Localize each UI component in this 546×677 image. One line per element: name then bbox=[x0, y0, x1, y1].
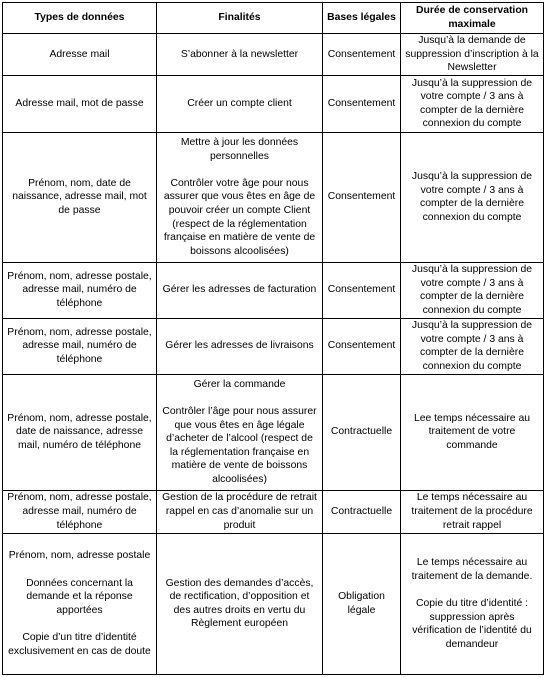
cell-paragraph: Jusqu’à la suppression de votre compte / 3 ans à compter de la dernière connexion du compte bbox=[411, 77, 533, 130]
cell-duree bbox=[401, 374, 544, 490]
paragraph-gap bbox=[161, 163, 318, 177]
header-duree: Durée de conservation maximale bbox=[401, 3, 544, 34]
cell-paragraph: Créer un compte client bbox=[187, 97, 292, 109]
cell-paragraph: Le temps nécessaire au traitement de la procédure retrait rappel bbox=[411, 492, 533, 531]
cell-base bbox=[323, 533, 401, 674]
header-types: Types de données bbox=[3, 3, 157, 34]
cell-paragraph: S’abonner à la newsletter bbox=[180, 48, 299, 60]
cell-base bbox=[323, 490, 401, 533]
header-bases-legales: Bases légales bbox=[323, 3, 401, 34]
cell-paragraph: Gérer les adresses de livraisons bbox=[165, 340, 314, 352]
cell-finalites bbox=[157, 490, 323, 533]
table-row bbox=[3, 533, 544, 674]
cell-base bbox=[323, 318, 401, 374]
cell-duree bbox=[401, 490, 544, 533]
cell-paragraph: Contrôler l’âge pour nous assurer que vous êtes en âge légale d’acheter de l’alcool (respect de la réglementation française en matière de vente de boissons alcoolisées) bbox=[162, 406, 317, 486]
cell-duree bbox=[401, 533, 544, 674]
cell-base bbox=[323, 374, 401, 490]
cell-paragraph: Consentement bbox=[327, 284, 396, 296]
cell-paragraph: Contractuelle bbox=[330, 426, 393, 438]
cell-types bbox=[3, 262, 157, 318]
cell-paragraph: Jusqu’à la demande de suppression d’inscription à la Newsletter bbox=[405, 35, 539, 74]
cell-duree bbox=[401, 318, 544, 374]
cell-types bbox=[3, 490, 157, 533]
table-row bbox=[3, 34, 544, 76]
table-row bbox=[3, 262, 544, 318]
cell-duree bbox=[401, 75, 544, 132]
cell-finalites bbox=[157, 132, 323, 262]
cell-base bbox=[323, 34, 401, 76]
cell-paragraph: Prénom, nom, adresse postale, adresse mail, numéro de téléphone bbox=[7, 492, 152, 531]
cell-finalites bbox=[157, 75, 323, 132]
table-row bbox=[3, 318, 544, 374]
table-row bbox=[3, 490, 544, 533]
cell-types bbox=[3, 132, 157, 262]
paragraph-gap bbox=[161, 392, 318, 406]
cell-paragraph: Contractuelle bbox=[330, 505, 393, 517]
cell-paragraph: Prénom, nom, date de naissance, adresse mail, mot de passe bbox=[12, 177, 147, 217]
cell-base bbox=[323, 262, 401, 318]
cell-duree bbox=[401, 34, 544, 76]
cell-paragraph: Consentement bbox=[327, 340, 396, 352]
cell-paragraph: Jusqu’à la suppression de votre compte / 3 ans à compter de la dernière connexion du compte bbox=[411, 320, 533, 372]
cell-base bbox=[323, 132, 401, 262]
cell-paragraph: Prénom, nom, adresse postale bbox=[8, 550, 151, 562]
cell-base bbox=[323, 75, 401, 132]
data-processing-table bbox=[2, 2, 544, 675]
cell-paragraph: Mettre à jour les données personnelles bbox=[180, 137, 299, 162]
cell-paragraph: Le temps nécessaire au traitement de la demande. bbox=[411, 557, 533, 582]
cell-types bbox=[3, 533, 157, 674]
cell-paragraph: Prénom, nom, adresse postale, date de naissance, adresse mail, numéro de téléphone bbox=[7, 412, 152, 452]
cell-types bbox=[3, 374, 157, 490]
cell-paragraph: Gestion des demandes d’accès, de rectification, d’opposition et des autres droits en vertu du Règlement européen bbox=[165, 577, 314, 630]
cell-paragraph: Données concernant la demande et la réponse apportées bbox=[26, 577, 133, 616]
cell-finalites bbox=[157, 318, 323, 374]
paragraph-gap bbox=[7, 563, 152, 577]
cell-finalites bbox=[157, 34, 323, 76]
header-finalites: Finalités bbox=[157, 3, 323, 34]
cell-paragraph: Lee temps nécessaire au traitement de votre commande bbox=[413, 412, 531, 452]
cell-duree bbox=[401, 132, 544, 262]
table-row bbox=[3, 75, 544, 132]
cell-paragraph: Copie du titre d’identité : suppression après vérification de l’identité du demandeur bbox=[412, 597, 532, 650]
cell-paragraph: Consentement bbox=[327, 191, 396, 203]
cell-paragraph: Consentement bbox=[327, 97, 396, 109]
cell-finalites bbox=[157, 533, 323, 674]
paragraph-gap bbox=[7, 617, 152, 631]
cell-paragraph: Jusqu’à la suppression de votre compte / 3 ans à compter de la dernière connexion du compte bbox=[411, 171, 533, 223]
cell-types bbox=[3, 75, 157, 132]
cell-paragraph: Copie d’un titre d’identité exclusivement en cas de doute bbox=[8, 631, 151, 657]
cell-finalites bbox=[157, 262, 323, 318]
cell-paragraph: Adresse mail, mot de passe bbox=[15, 97, 144, 109]
table-row bbox=[3, 374, 544, 490]
cell-paragraph: Prénom, nom, adresse postale, adresse mail, numéro de téléphone bbox=[7, 270, 152, 310]
cell-paragraph: Gestion de la procédure de retrait rappel en cas d’anomalie sur un produit bbox=[162, 492, 317, 531]
cell-types bbox=[3, 318, 157, 374]
cell-paragraph: Contrôler votre âge pour nous assurer que vous êtes en âge de pouvoir créer un compte Client (respect de la réglementation française en matière de vente de boissons alcoolisées) bbox=[163, 177, 316, 257]
cell-paragraph: Jusqu’à la suppression de votre compte / 3 ans à compter de la dernière connexion du compte bbox=[411, 264, 533, 316]
paragraph-gap bbox=[405, 583, 539, 597]
cell-paragraph: Gérer la commande bbox=[193, 378, 286, 390]
table-row bbox=[3, 132, 544, 262]
cell-paragraph: Prénom, nom, adresse postale, adresse mail, numéro de téléphone bbox=[7, 326, 152, 366]
cell-paragraph: Adresse mail bbox=[49, 48, 110, 60]
cell-paragraph: Gérer les adresses de facturation bbox=[162, 284, 317, 296]
cell-paragraph: Obligation légale bbox=[338, 591, 385, 616]
table-header-row bbox=[3, 3, 544, 34]
cell-paragraph: Consentement bbox=[327, 48, 396, 60]
cell-duree bbox=[401, 262, 544, 318]
cell-types bbox=[3, 34, 157, 76]
cell-finalites bbox=[157, 374, 323, 490]
